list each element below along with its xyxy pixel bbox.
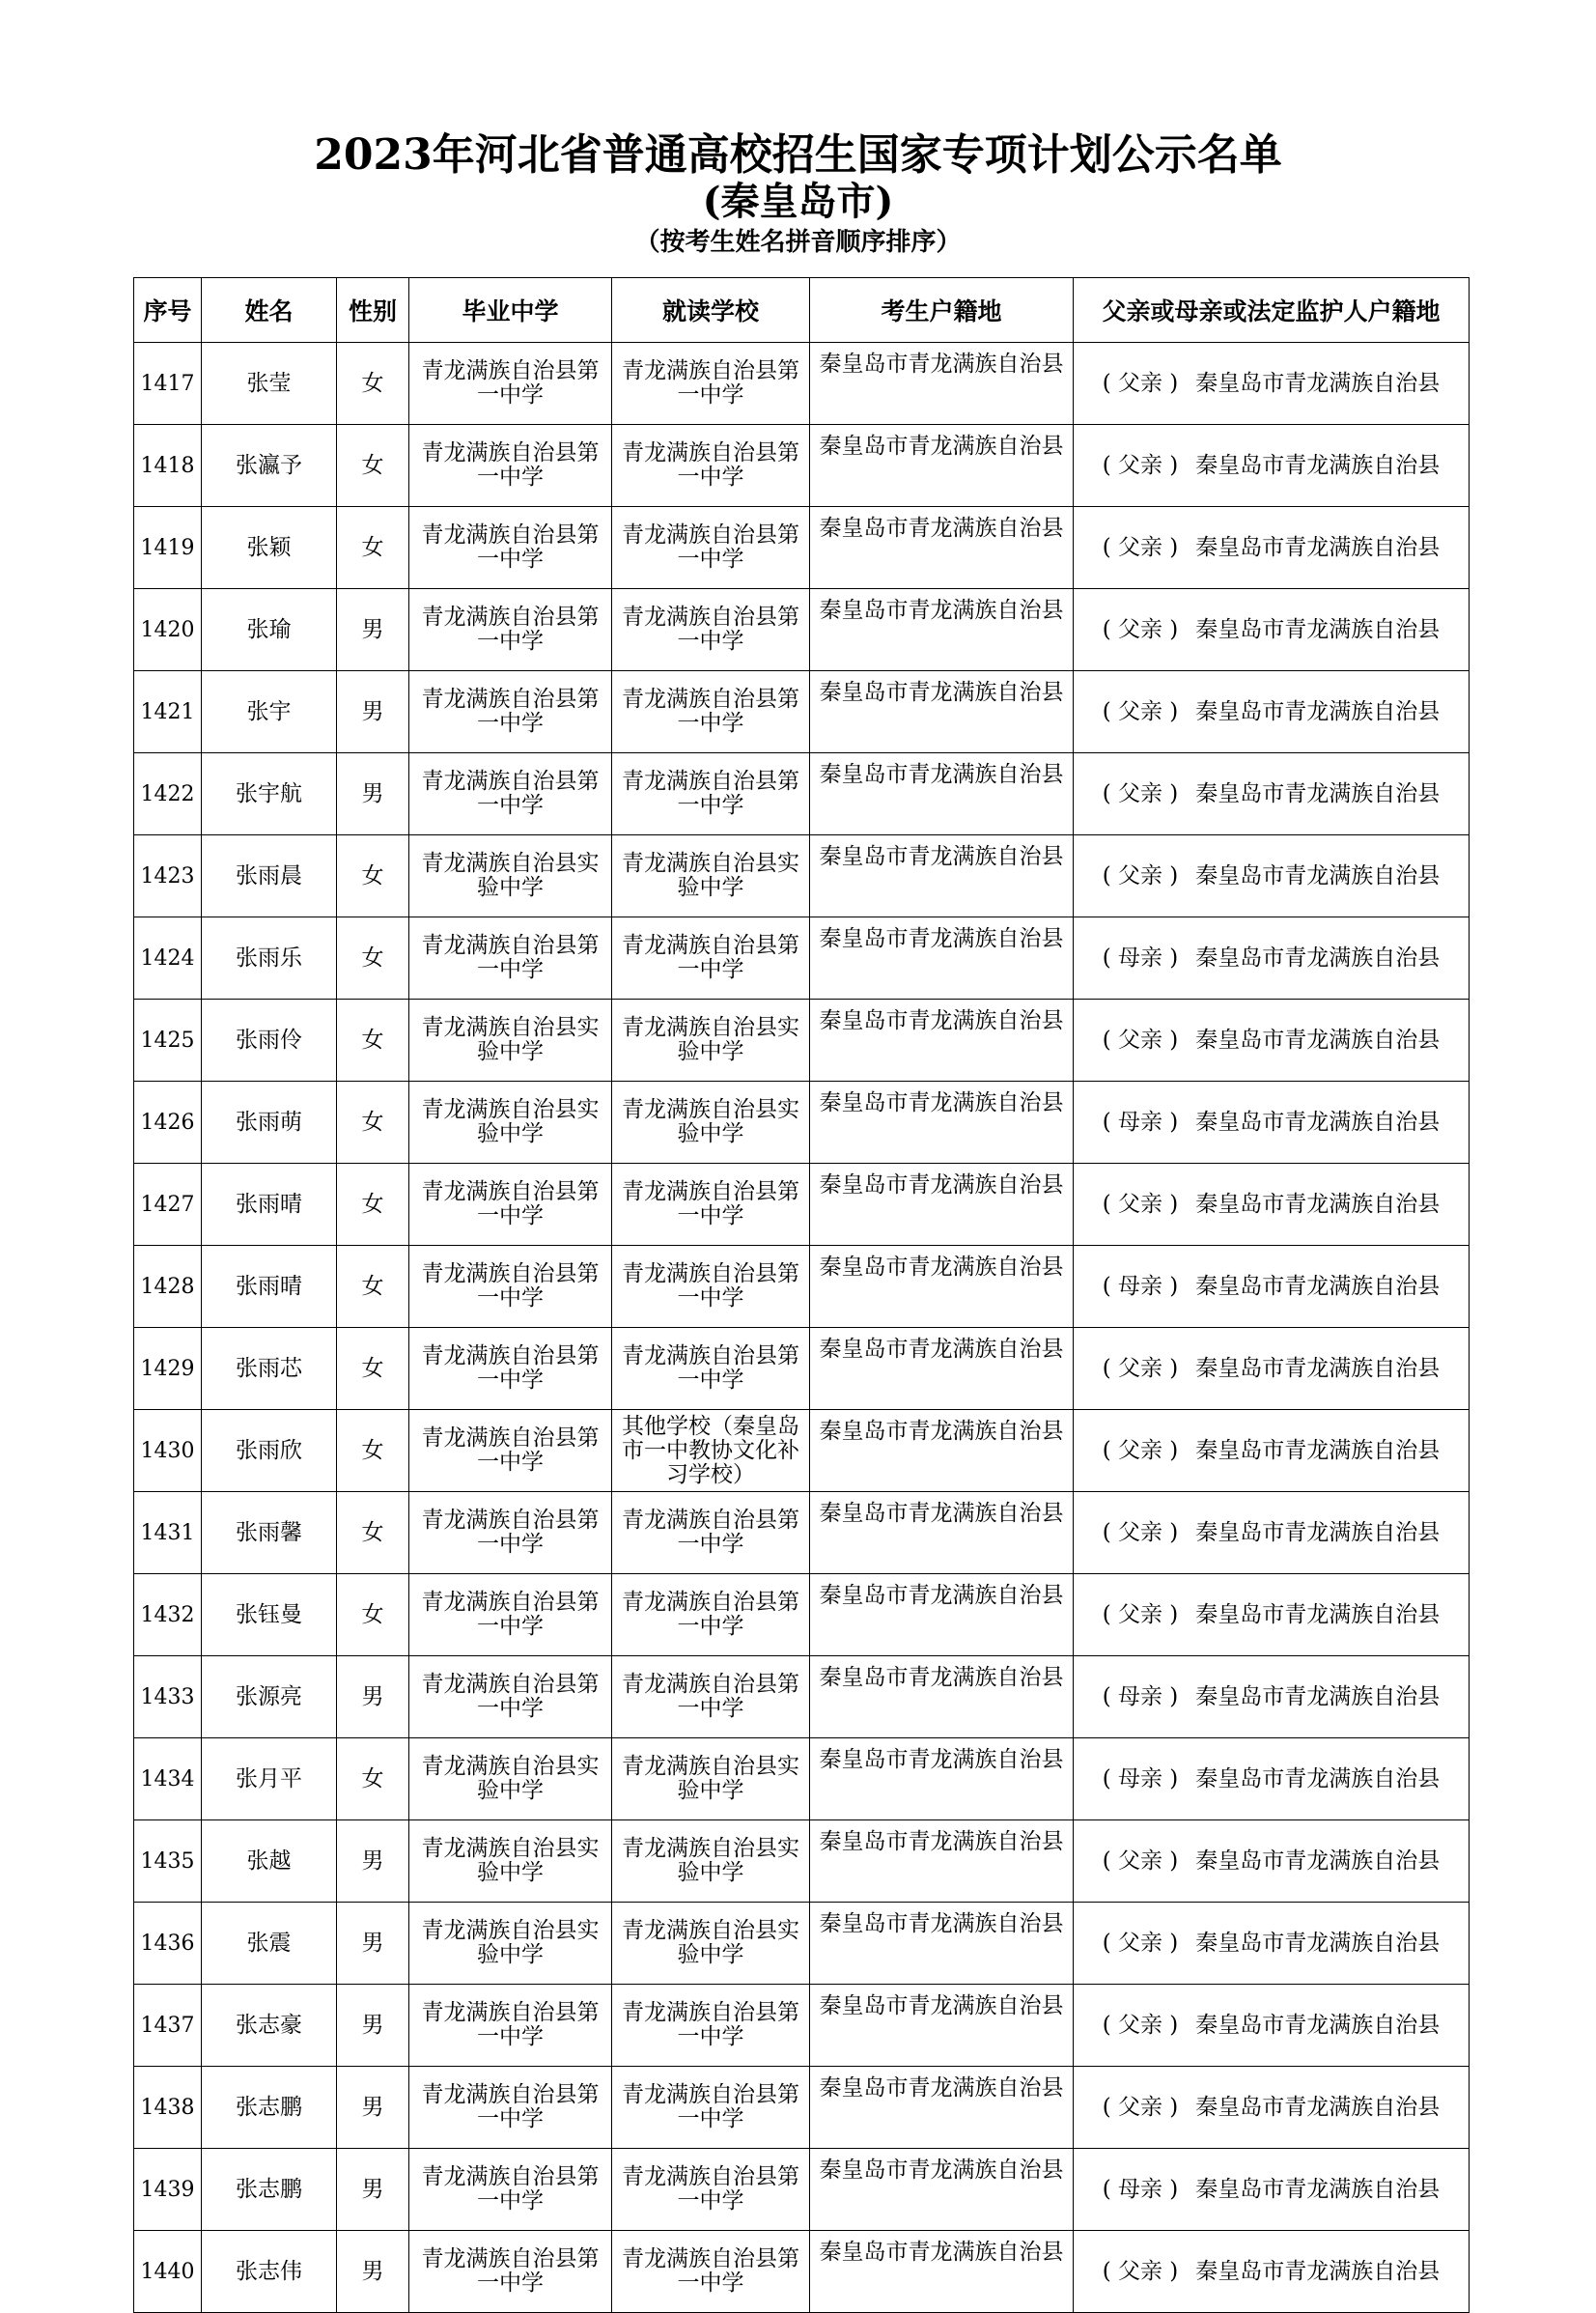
- cell-sex: 女: [337, 1410, 409, 1492]
- cell-name: 张震: [202, 1903, 337, 1985]
- cell-study-school: 青龙满族自治县第一中学: [612, 2231, 810, 2313]
- cell-name: 张源亮: [202, 1656, 337, 1738]
- cell-grad-school: 青龙满族自治县第一中学: [409, 753, 612, 835]
- cell-name: 张钰曼: [202, 1574, 337, 1656]
- guardian-relation: ( 父亲 ): [1102, 452, 1179, 478]
- guardian-relation: ( 父亲 ): [1102, 2012, 1179, 2038]
- col-header-guardian-hukou: 父亲或母亲或法定监护人户籍地: [1074, 278, 1470, 343]
- cell-sex: 男: [337, 589, 409, 671]
- guardian-hukou-place: 秦皇岛市青龙满族自治县: [1195, 698, 1441, 724]
- cell-study-school: 青龙满族自治县实验中学: [612, 1082, 810, 1164]
- cell-name: 张雨乐: [202, 917, 337, 1000]
- cell-no: 1425: [134, 1000, 202, 1082]
- cell-study-school: 青龙满族自治县第一中学: [612, 1985, 810, 2067]
- cell-hukou: 秦皇岛市青龙满族自治县: [810, 1820, 1074, 1903]
- table-row: [134, 1328, 1470, 1410]
- cell-study-school: 青龙满族自治县第一中学: [612, 1246, 810, 1328]
- guardian-hukou-place: 秦皇岛市青龙满族自治县: [1195, 1848, 1441, 1874]
- cell-no: 1422: [134, 753, 202, 835]
- cell-study-school: 青龙满族自治县第一中学: [612, 425, 810, 507]
- guardian-hukou-place: 秦皇岛市青龙满族自治县: [1195, 2258, 1441, 2284]
- cell-hukou: 秦皇岛市青龙满族自治县: [810, 1574, 1074, 1656]
- guardian-relation: ( 父亲 ): [1102, 1930, 1179, 1956]
- cell-hukou: 秦皇岛市青龙满族自治县: [810, 1164, 1074, 1246]
- cell-no: 1439: [134, 2149, 202, 2231]
- cell-grad-school: 青龙满族自治县第一中学: [409, 1164, 612, 1246]
- cell-name: 张瀛予: [202, 425, 337, 507]
- guardian-hukou-place: 秦皇岛市青龙满族自治县: [1195, 1683, 1441, 1709]
- cell-guardian-hukou: [1074, 2067, 1470, 2149]
- guardian-hukou-place: 秦皇岛市青龙满族自治县: [1195, 862, 1441, 889]
- cell-sex: 男: [337, 1903, 409, 1985]
- cell-grad-school: 青龙满族自治县第一中学: [409, 2067, 612, 2149]
- cell-grad-school: 青龙满族自治县第一中学: [409, 917, 612, 1000]
- cell-name: 张雨晨: [202, 835, 337, 917]
- cell-study-school: 青龙满族自治县第一中学: [612, 2067, 810, 2149]
- guardian-relation: ( 父亲 ): [1102, 780, 1179, 806]
- cell-no: 1427: [134, 1164, 202, 1246]
- cell-no: 1426: [134, 1082, 202, 1164]
- cell-no: 1423: [134, 835, 202, 917]
- table-row: [134, 1738, 1470, 1820]
- guardian-relation: ( 父亲 ): [1102, 534, 1179, 560]
- cell-study-school: 青龙满族自治县第一中学: [612, 1656, 810, 1738]
- cell-name: 张雨欣: [202, 1410, 337, 1492]
- guardian-hukou-place: 秦皇岛市青龙满族自治县: [1195, 2094, 1441, 2120]
- cell-sex: 男: [337, 2149, 409, 2231]
- cell-sex: 女: [337, 343, 409, 425]
- table-row: [134, 1164, 1470, 1246]
- cell-name: 张雨伶: [202, 1000, 337, 1082]
- cell-grad-school: 青龙满族自治县实验中学: [409, 1000, 612, 1082]
- cell-sex: 男: [337, 1985, 409, 2067]
- cell-guardian-hukou: [1074, 1656, 1470, 1738]
- cell-grad-school: 青龙满族自治县第一中学: [409, 1410, 612, 1492]
- cell-guardian-hukou: [1074, 1738, 1470, 1820]
- guardian-hukou-place: 秦皇岛市青龙满族自治县: [1195, 2176, 1441, 2202]
- cell-grad-school: 青龙满族自治县实验中学: [409, 1082, 612, 1164]
- guardian-relation: ( 父亲 ): [1102, 370, 1179, 396]
- guardian-hukou-place: 秦皇岛市青龙满族自治县: [1195, 616, 1441, 642]
- cell-grad-school: 青龙满族自治县第一中学: [409, 2231, 612, 2313]
- cell-study-school: 青龙满族自治县第一中学: [612, 1574, 810, 1656]
- cell-name: 张雨萌: [202, 1082, 337, 1164]
- cell-hukou: 秦皇岛市青龙满族自治县: [810, 1082, 1074, 1164]
- guardian-relation: ( 父亲 ): [1102, 2094, 1179, 2120]
- table-row: [134, 1656, 1470, 1738]
- guardian-relation: ( 母亲 ): [1102, 1683, 1179, 1709]
- cell-guardian-hukou: [1074, 753, 1470, 835]
- cell-name: 张越: [202, 1820, 337, 1903]
- cell-no: 1434: [134, 1738, 202, 1820]
- guardian-relation: ( 母亲 ): [1102, 1109, 1179, 1135]
- col-header-no: 序号: [134, 278, 202, 343]
- table-row: [134, 1820, 1470, 1903]
- cell-sex: 男: [337, 2067, 409, 2149]
- cell-sex: 女: [337, 835, 409, 917]
- guardian-hukou-place: 秦皇岛市青龙满族自治县: [1195, 1109, 1441, 1135]
- guardian-hukou-place: 秦皇岛市青龙满族自治县: [1195, 452, 1441, 478]
- cell-hukou: 秦皇岛市青龙满族自治县: [810, 917, 1074, 1000]
- cell-guardian-hukou: [1074, 2231, 1470, 2313]
- guardian-relation: ( 父亲 ): [1102, 616, 1179, 642]
- guardian-hukou-place: 秦皇岛市青龙满族自治县: [1195, 534, 1441, 560]
- cell-no: 1428: [134, 1246, 202, 1328]
- cell-grad-school: 青龙满族自治县第一中学: [409, 2149, 612, 2231]
- cell-guardian-hukou: [1074, 343, 1470, 425]
- cell-guardian-hukou: [1074, 1164, 1470, 1246]
- page-title: 2023年河北省普通高校招生国家专项计划公示名单: [314, 130, 1282, 180]
- cell-guardian-hukou: [1074, 1985, 1470, 2067]
- cell-no: 1437: [134, 1985, 202, 2067]
- cell-sex: 女: [337, 425, 409, 507]
- cell-sex: 女: [337, 1492, 409, 1574]
- cell-guardian-hukou: [1074, 1492, 1470, 1574]
- table-row: [134, 2067, 1470, 2149]
- table-row: [134, 671, 1470, 753]
- table-row: [134, 1985, 1470, 2067]
- table-row: [134, 917, 1470, 1000]
- guardian-hukou-place: 秦皇岛市青龙满族自治县: [1195, 1601, 1441, 1627]
- guardian-hukou-place: 秦皇岛市青龙满族自治县: [1195, 945, 1441, 971]
- table-row: [134, 1410, 1470, 1492]
- cell-guardian-hukou: [1074, 835, 1470, 917]
- cell-grad-school: 青龙满族自治县第一中学: [409, 1574, 612, 1656]
- cell-no: 1432: [134, 1574, 202, 1656]
- guardian-relation: ( 母亲 ): [1102, 1273, 1179, 1299]
- cell-name: 张志伟: [202, 2231, 337, 2313]
- cell-hukou: 秦皇岛市青龙满族自治县: [810, 2231, 1074, 2313]
- cell-study-school: 青龙满族自治县第一中学: [612, 507, 810, 589]
- guardian-hukou-place: 秦皇岛市青龙满族自治县: [1195, 1519, 1441, 1545]
- guardian-hukou-place: 秦皇岛市青龙满族自治县: [1195, 1437, 1441, 1463]
- guardian-hukou-place: 秦皇岛市青龙满族自治县: [1195, 370, 1441, 396]
- cell-guardian-hukou: [1074, 1410, 1470, 1492]
- guardian-hukou-place: 秦皇岛市青龙满族自治县: [1195, 2012, 1441, 2038]
- cell-hukou: 秦皇岛市青龙满族自治县: [810, 1656, 1074, 1738]
- col-header-name: 姓名: [202, 278, 337, 343]
- cell-study-school: 青龙满族自治县第一中学: [612, 917, 810, 1000]
- cell-no: 1421: [134, 671, 202, 753]
- cell-grad-school: 青龙满族自治县第一中学: [409, 1328, 612, 1410]
- cell-name: 张雨馨: [202, 1492, 337, 1574]
- cell-guardian-hukou: [1074, 671, 1470, 753]
- cell-study-school: 青龙满族自治县实验中学: [612, 1000, 810, 1082]
- cell-hukou: 秦皇岛市青龙满族自治县: [810, 507, 1074, 589]
- cell-no: 1433: [134, 1656, 202, 1738]
- cell-sex: 女: [337, 1328, 409, 1410]
- cell-no: 1431: [134, 1492, 202, 1574]
- guardian-relation: ( 父亲 ): [1102, 1027, 1179, 1053]
- cell-sex: 女: [337, 917, 409, 1000]
- cell-name: 张志豪: [202, 1985, 337, 2067]
- cell-sex: 女: [337, 1082, 409, 1164]
- cell-no: 1438: [134, 2067, 202, 2149]
- cell-no: 1418: [134, 425, 202, 507]
- cell-no: 1430: [134, 1410, 202, 1492]
- cell-sex: 女: [337, 1246, 409, 1328]
- cell-study-school: 青龙满族自治县第一中学: [612, 671, 810, 753]
- guardian-relation: ( 父亲 ): [1102, 1601, 1179, 1627]
- cell-guardian-hukou: [1074, 1903, 1470, 1985]
- cell-study-school: 青龙满族自治县第一中学: [612, 2149, 810, 2231]
- cell-guardian-hukou: [1074, 1000, 1470, 1082]
- cell-hukou: 秦皇岛市青龙满族自治县: [810, 2067, 1074, 2149]
- table-row: [134, 1492, 1470, 1574]
- cell-study-school: 青龙满族自治县第一中学: [612, 1492, 810, 1574]
- table-row: [134, 343, 1470, 425]
- table-row: [134, 1574, 1470, 1656]
- cell-grad-school: 青龙满族自治县第一中学: [409, 671, 612, 753]
- cell-no: 1435: [134, 1820, 202, 1903]
- cell-guardian-hukou: [1074, 1246, 1470, 1328]
- cell-name: 张雨晴: [202, 1246, 337, 1328]
- cell-guardian-hukou: [1074, 917, 1470, 1000]
- cell-sex: 女: [337, 1574, 409, 1656]
- cell-name: 张宇: [202, 671, 337, 753]
- cell-no: 1417: [134, 343, 202, 425]
- cell-guardian-hukou: [1074, 425, 1470, 507]
- cell-study-school: 青龙满族自治县第一中学: [612, 753, 810, 835]
- cell-guardian-hukou: [1074, 1820, 1470, 1903]
- cell-grad-school: 青龙满族自治县实验中学: [409, 835, 612, 917]
- cell-hukou: 秦皇岛市青龙满族自治县: [810, 1328, 1074, 1410]
- col-header-study-school: 就读学校: [612, 278, 810, 343]
- table-row: [134, 2149, 1470, 2231]
- cell-study-school: 青龙满族自治县实验中学: [612, 1820, 810, 1903]
- cell-guardian-hukou: [1074, 1574, 1470, 1656]
- cell-hukou: 秦皇岛市青龙满族自治县: [810, 425, 1074, 507]
- cell-sex: 女: [337, 1000, 409, 1082]
- guardian-hukou-place: 秦皇岛市青龙满族自治县: [1195, 1765, 1441, 1791]
- table-row: [134, 835, 1470, 917]
- cell-hukou: 秦皇岛市青龙满族自治县: [810, 753, 1074, 835]
- table-row: [134, 1082, 1470, 1164]
- cell-sex: 男: [337, 671, 409, 753]
- cell-sex: 男: [337, 1820, 409, 1903]
- cell-study-school: 青龙满族自治县第一中学: [612, 1328, 810, 1410]
- guardian-relation: ( 父亲 ): [1102, 1519, 1179, 1545]
- cell-sex: 女: [337, 1738, 409, 1820]
- guardian-hukou-place: 秦皇岛市青龙满族自治县: [1195, 1191, 1441, 1217]
- cell-name: 张志鹏: [202, 2149, 337, 2231]
- cell-hukou: 秦皇岛市青龙满族自治县: [810, 1492, 1074, 1574]
- cell-guardian-hukou: [1074, 589, 1470, 671]
- cell-grad-school: 青龙满族自治县第一中学: [409, 1656, 612, 1738]
- cell-name: 张雨芯: [202, 1328, 337, 1410]
- cell-guardian-hukou: [1074, 507, 1470, 589]
- cell-hukou: 秦皇岛市青龙满族自治县: [810, 1985, 1074, 2067]
- cell-grad-school: 青龙满族自治县实验中学: [409, 1820, 612, 1903]
- guardian-relation: ( 父亲 ): [1102, 862, 1179, 889]
- cell-hukou: 秦皇岛市青龙满族自治县: [810, 1246, 1074, 1328]
- guardian-relation: ( 父亲 ): [1102, 1848, 1179, 1874]
- cell-grad-school: 青龙满族自治县第一中学: [409, 425, 612, 507]
- guardian-relation: ( 父亲 ): [1102, 1355, 1179, 1381]
- guardian-relation: ( 父亲 ): [1102, 1437, 1179, 1463]
- cell-hukou: 秦皇岛市青龙满族自治县: [810, 835, 1074, 917]
- cell-study-school: 青龙满族自治县第一中学: [612, 589, 810, 671]
- cell-grad-school: 青龙满族自治县实验中学: [409, 1738, 612, 1820]
- cell-hukou: 秦皇岛市青龙满族自治县: [810, 1000, 1074, 1082]
- cell-sex: 男: [337, 753, 409, 835]
- cell-name: 张颖: [202, 507, 337, 589]
- cell-hukou: 秦皇岛市青龙满族自治县: [810, 671, 1074, 753]
- cell-no: 1420: [134, 589, 202, 671]
- table-header-row: [134, 278, 1470, 343]
- guardian-hukou-place: 秦皇岛市青龙满族自治县: [1195, 1027, 1441, 1053]
- cell-hukou: 秦皇岛市青龙满族自治县: [810, 343, 1074, 425]
- cell-sex: 男: [337, 2231, 409, 2313]
- cell-hukou: 秦皇岛市青龙满族自治县: [810, 589, 1074, 671]
- guardian-relation: ( 父亲 ): [1102, 698, 1179, 724]
- cell-hukou: 秦皇岛市青龙满族自治县: [810, 2149, 1074, 2231]
- cell-guardian-hukou: [1074, 1328, 1470, 1410]
- guardian-relation: ( 母亲 ): [1102, 2176, 1179, 2202]
- cell-sex: 女: [337, 1164, 409, 1246]
- guardian-relation: ( 母亲 ): [1102, 1765, 1179, 1791]
- roster-table: [133, 277, 1470, 2313]
- cell-name: 张莹: [202, 343, 337, 425]
- table-row: [134, 425, 1470, 507]
- cell-grad-school: 青龙满族自治县第一中学: [409, 1492, 612, 1574]
- cell-grad-school: 青龙满族自治县实验中学: [409, 1903, 612, 1985]
- cell-hukou: 秦皇岛市青龙满族自治县: [810, 1410, 1074, 1492]
- guardian-hukou-place: 秦皇岛市青龙满族自治县: [1195, 1355, 1441, 1381]
- guardian-hukou-place: 秦皇岛市青龙满族自治县: [1195, 780, 1441, 806]
- cell-guardian-hukou: [1074, 2149, 1470, 2231]
- cell-no: 1436: [134, 1903, 202, 1985]
- table-row: [134, 1000, 1470, 1082]
- cell-name: 张月平: [202, 1738, 337, 1820]
- cell-no: 1429: [134, 1328, 202, 1410]
- table-row: [134, 1903, 1470, 1985]
- cell-no: 1440: [134, 2231, 202, 2313]
- guardian-hukou-place: 秦皇岛市青龙满族自治县: [1195, 1273, 1441, 1299]
- roster-body: [134, 343, 1470, 2313]
- cell-sex: 男: [337, 1656, 409, 1738]
- guardian-hukou-place: 秦皇岛市青龙满族自治县: [1195, 1930, 1441, 1956]
- table-row: [134, 507, 1470, 589]
- cell-grad-school: 青龙满族自治县第一中学: [409, 589, 612, 671]
- cell-grad-school: 青龙满族自治县第一中学: [409, 343, 612, 425]
- guardian-relation: ( 父亲 ): [1102, 1191, 1179, 1217]
- cell-grad-school: 青龙满族自治县第一中学: [409, 1985, 612, 2067]
- cell-name: 张雨晴: [202, 1164, 337, 1246]
- table-row: [134, 589, 1470, 671]
- cell-study-school: 青龙满族自治县实验中学: [612, 1903, 810, 1985]
- guardian-relation: ( 父亲 ): [1102, 2258, 1179, 2284]
- cell-name: 张宇航: [202, 753, 337, 835]
- cell-no: 1424: [134, 917, 202, 1000]
- col-header-sex: 性别: [337, 278, 409, 343]
- table-row: [134, 1246, 1470, 1328]
- cell-name: 张志鹏: [202, 2067, 337, 2149]
- guardian-relation: ( 母亲 ): [1102, 945, 1179, 971]
- cell-guardian-hukou: [1074, 1082, 1470, 1164]
- cell-sex: 女: [337, 507, 409, 589]
- page-subtitle: (秦皇岛市): [702, 179, 894, 224]
- cell-hukou: 秦皇岛市青龙满族自治县: [810, 1903, 1074, 1985]
- cell-grad-school: 青龙满族自治县第一中学: [409, 507, 612, 589]
- sort-note: （按考生姓名拼音顺序排序）: [634, 228, 962, 257]
- cell-study-school: 青龙满族自治县第一中学: [612, 343, 810, 425]
- cell-name: 张瑜: [202, 589, 337, 671]
- cell-grad-school: 青龙满族自治县第一中学: [409, 1246, 612, 1328]
- cell-study-school: 青龙满族自治县实验中学: [612, 835, 810, 917]
- cell-no: 1419: [134, 507, 202, 589]
- cell-study-school: 其他学校（秦皇岛市一中教协文化补习学校）: [612, 1410, 810, 1492]
- cell-study-school: 青龙满族自治县实验中学: [612, 1738, 810, 1820]
- table-row: [134, 753, 1470, 835]
- table-row: [134, 2231, 1470, 2313]
- cell-hukou: 秦皇岛市青龙满族自治县: [810, 1738, 1074, 1820]
- col-header-grad-school: 毕业中学: [409, 278, 612, 343]
- cell-study-school: 青龙满族自治县第一中学: [612, 1164, 810, 1246]
- col-header-hukou: 考生户籍地: [810, 278, 1074, 343]
